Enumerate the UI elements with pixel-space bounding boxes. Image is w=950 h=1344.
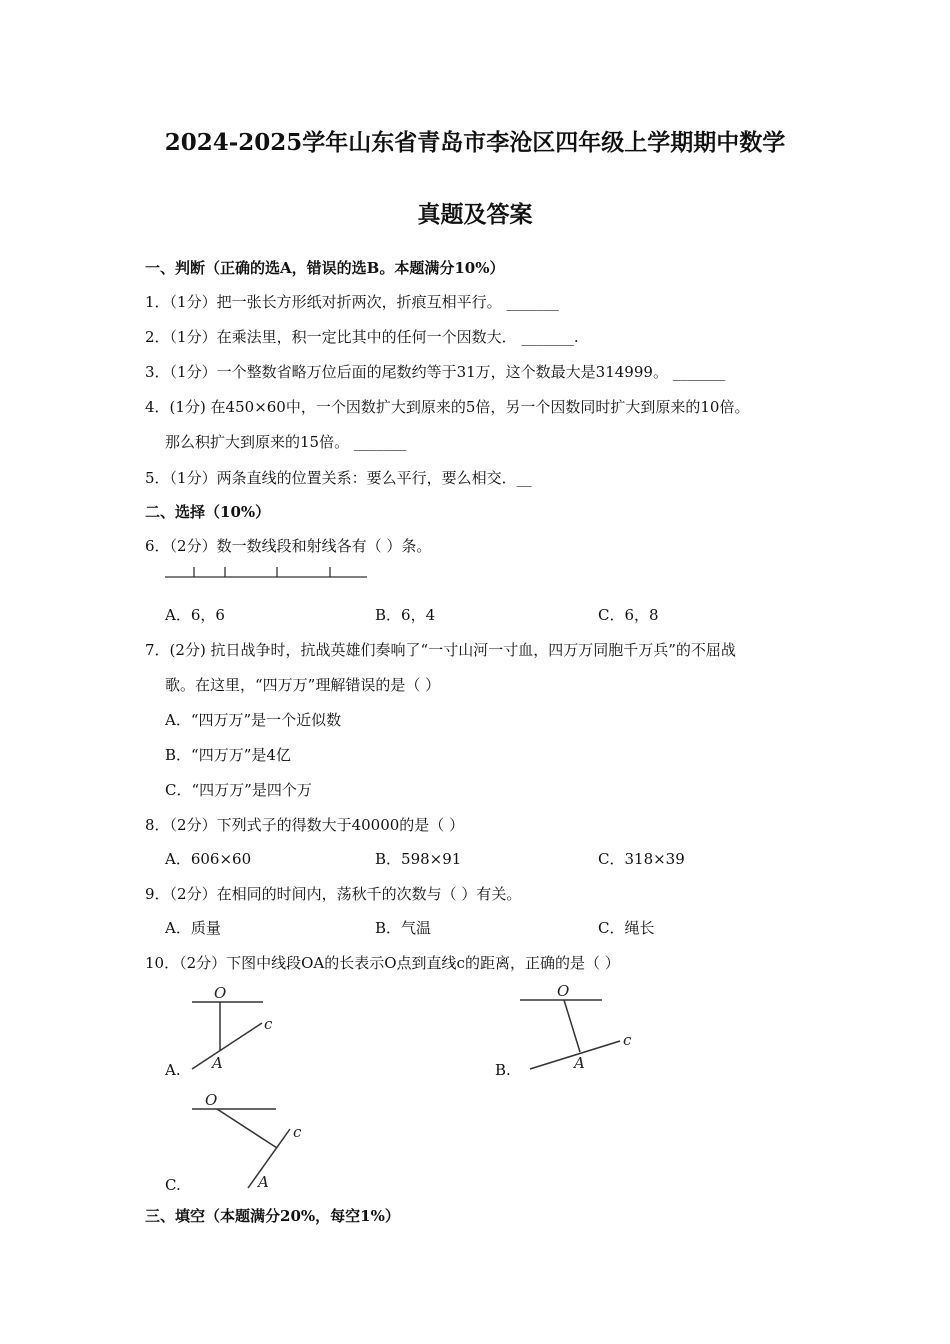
section-heading-judgement: 一、判断（正确的选A，错误的选B。本题满分10%） bbox=[145, 259, 505, 277]
q6-segment-figure bbox=[165, 567, 367, 577]
q7-option-a: A．“四万万”是一个近似数 bbox=[165, 711, 342, 729]
section-heading-choice: 二、选择（10%） bbox=[145, 503, 271, 521]
svg-text:A: A bbox=[574, 1054, 585, 1072]
question-7-line2: 歌。在这里，“四万万”理解错误的是（ ） bbox=[165, 676, 441, 694]
q7-option-b: B．“四万万”是4亿 bbox=[165, 746, 291, 764]
document-title-line1: 2024-2025学年山东省青岛市李沧区四年级上学期期中数学 bbox=[164, 129, 786, 156]
q10-figure-c bbox=[192, 1091, 302, 1191]
svg-text:O: O bbox=[557, 982, 570, 1000]
q10-option-c: C. bbox=[165, 1176, 181, 1194]
question-4-line1: 4．(1分) 在450×60中，一个因数扩大到原来的5倍，另一个因数同时扩大到原来的10倍。 bbox=[145, 398, 750, 416]
q7-option-c: C．“四万万”是四个万 bbox=[165, 781, 312, 799]
svg-text:O: O bbox=[214, 984, 227, 1002]
svg-text:O: O bbox=[205, 1091, 218, 1109]
q10-option-a: A. bbox=[165, 1061, 181, 1079]
question-6: 6．（2分）数一数线段和射线各有（ ）条。 bbox=[145, 537, 432, 555]
question-7-line1: 7．(2分) 抗日战争时，抗战英雄们奏响了“一寸山河一寸血，四万万同胞千万兵”的不屈战 bbox=[145, 641, 736, 659]
svg-text:c: c bbox=[264, 1015, 273, 1033]
svg-text:c: c bbox=[293, 1123, 302, 1141]
q9-option-c: C．绳长 bbox=[598, 919, 655, 937]
question-10: 10．（2分）下图中线段OA的长表示O点到直线c的距离，正确的是（ ） bbox=[145, 954, 620, 972]
question-4-line2: 那么积扩大到原来的15倍。 _______ bbox=[165, 433, 407, 451]
q9-option-a: A．质量 bbox=[165, 919, 221, 937]
question-3: 3．（1分）一个整数省略万位后面的尾数约等于31万，这个数最大是314999。 _______ bbox=[145, 363, 726, 381]
q10-figure-b bbox=[520, 982, 632, 1072]
q6-option-b: B．6，4 bbox=[375, 606, 436, 624]
q9-option-b: B．气温 bbox=[375, 919, 432, 937]
q6-option-a: A．6，6 bbox=[165, 606, 225, 624]
q6-option-c: C．6，8 bbox=[598, 606, 659, 624]
question-1: 1．（1分）把一张长方形纸对折两次，折痕互相平行。 _______ bbox=[145, 293, 559, 311]
question-5: 5．（1分）两条直线的位置关系：要么平行，要么相交．__ bbox=[145, 469, 532, 487]
question-9: 9．（2分）在相同的时间内，荡秋千的次数与（ ）有关。 bbox=[145, 885, 522, 903]
q10-figure-a bbox=[192, 984, 273, 1072]
q8-option-a: A．606×60 bbox=[165, 850, 252, 868]
question-8: 8．（2分）下列式子的得数大于40000的是（ ） bbox=[145, 816, 465, 834]
svg-text:A: A bbox=[258, 1173, 269, 1191]
question-2: 2．（1分）在乘法里，积一定比其中的任何一个因数大． _______. bbox=[145, 328, 579, 346]
svg-text:c: c bbox=[623, 1031, 632, 1049]
q8-option-b: B．598×91 bbox=[375, 850, 462, 868]
q8-option-c: C．318×39 bbox=[598, 850, 685, 868]
section-heading-fill-in: 三、填空（本题满分20%，每空1%） bbox=[145, 1207, 400, 1225]
q10-option-b: B. bbox=[495, 1061, 511, 1079]
document-title-line2: 真题及答案 bbox=[417, 201, 533, 228]
svg-text:A: A bbox=[212, 1054, 223, 1072]
